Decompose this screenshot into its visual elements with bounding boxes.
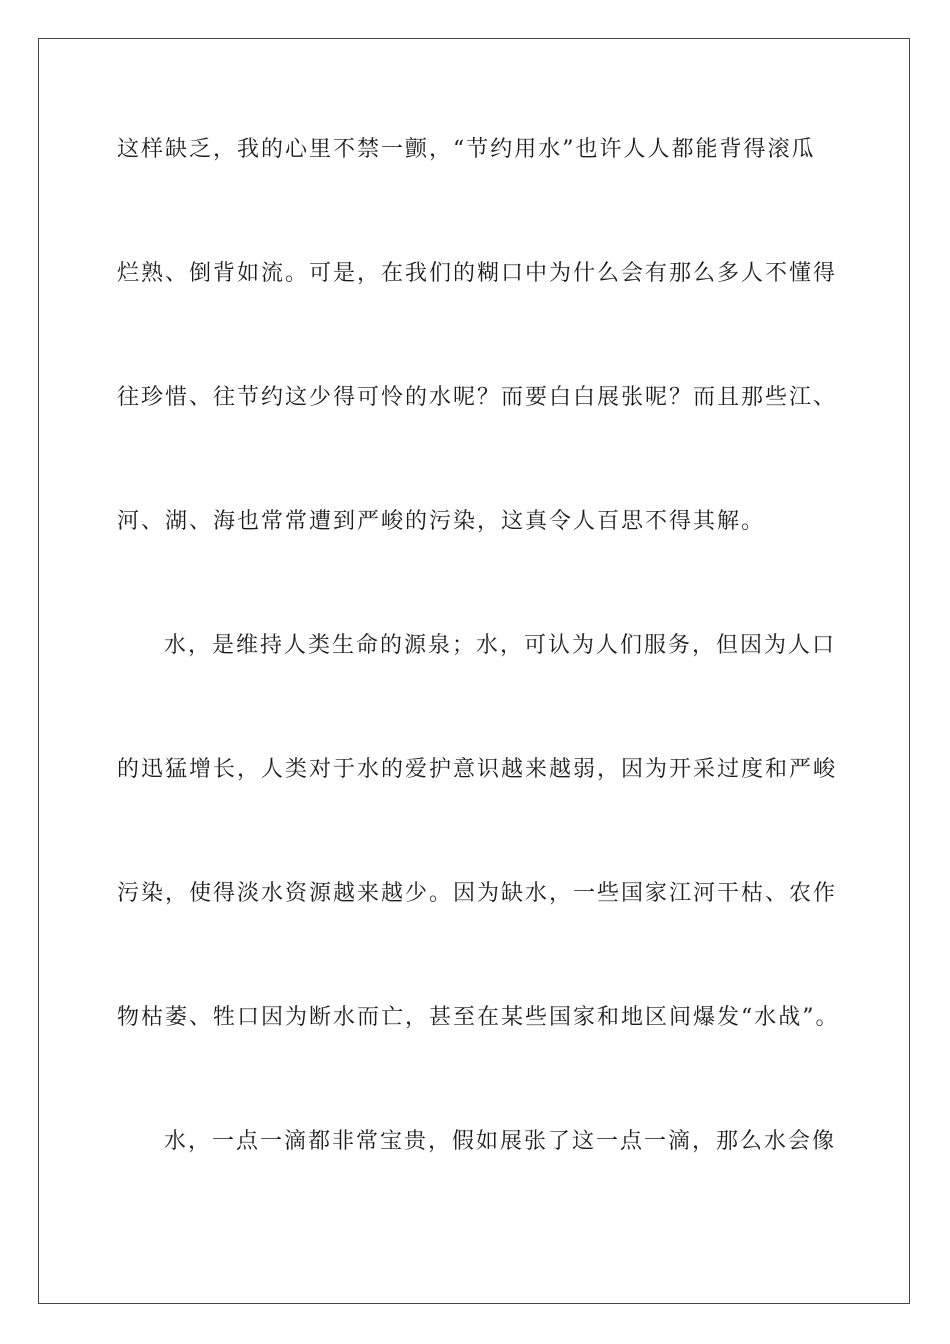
paragraph-start-line-5: 水，是维持人类生命的源泉；水，可认为人们服务，但因为人口: [164, 633, 837, 658]
paragraph-start-line-9: 水，一点一滴都非常宝贵，假如展张了这一点一滴，那么水会像: [164, 1129, 837, 1154]
text-line-4: 河、湖、海也常常遭到严峻的污染，这真令人百思不得其解。: [117, 509, 766, 534]
text-line-6: 的迅猛增长，人类对于水的爱护意识越来越弱，因为开采过度和严峻: [117, 757, 838, 782]
text-line-8: 物枯萎、牲口因为断水而亡，甚至在某些国家和地区间爆发“水战”。: [117, 1005, 840, 1030]
page-border: [38, 38, 910, 1304]
text-line-1: 这样缺乏，我的心里不禁一颤，“节约用水”也许人人都能背得滚瓜: [117, 137, 816, 162]
text-line-2: 烂熟、倒背如流。可是，在我们的糊口中为什么会有那么多人不懂得: [117, 261, 838, 286]
text-line-7: 污染，使得淡水资源越来越少。因为缺水，一些国家江河干枯、农作: [117, 881, 838, 906]
text-line-3: 往珍惜、往节约这少得可怜的水呢？而要白白展张呢？而且那些江、: [117, 385, 838, 410]
